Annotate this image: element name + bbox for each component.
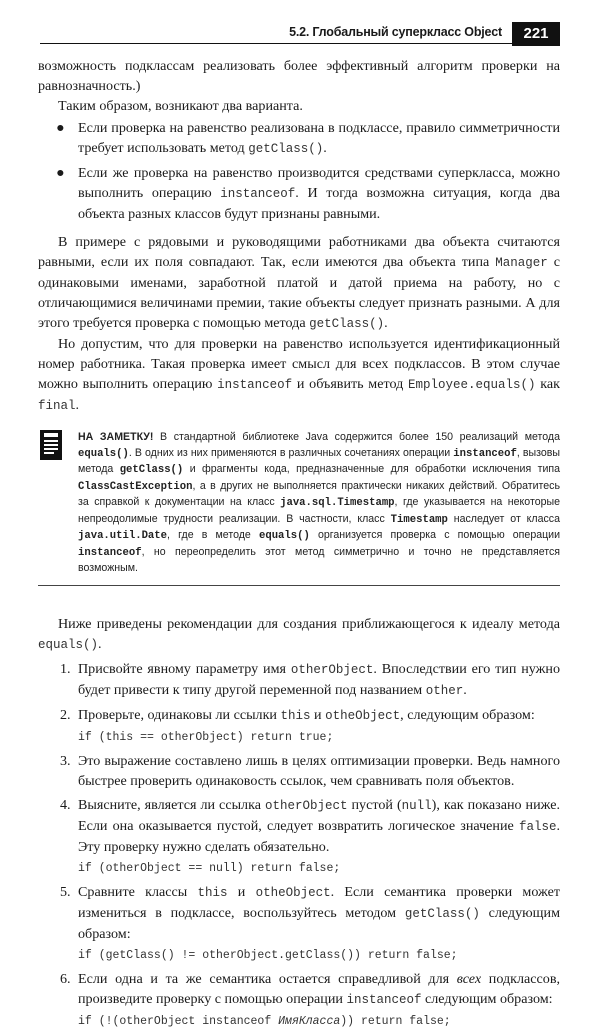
note-box (38, 426, 560, 586)
bullet-dot-icon: ● (56, 165, 65, 181)
code-snippet: if (!(otherObject instanceof ИмяКласса)) return false; (78, 1014, 451, 1028)
assume-paragraph: Но допустим, что для проверки на равенство используется идентификационный номер работника. Такая проверка имеет смысл для всех подклассов. В этом случае можно выполнить операцию instanceof и объявить метод Employee.equals() как final. (38, 336, 560, 413)
bullet-dot-icon: ● (56, 120, 65, 136)
steps-list (38, 659, 560, 1031)
running-header (40, 24, 560, 46)
code-snippet: if (getClass() != otherObject.getClass()) return false; (78, 948, 458, 962)
bullet-list (38, 118, 560, 224)
code-snippet: if (otherObject == null) return false; (78, 861, 341, 875)
note-icon (40, 430, 62, 460)
bullet-item: ● Если проверка на равенство реализована в подклассе, правило симметричности требует использовать метод getClass(). (56, 120, 560, 156)
bullet-item: ● Если же проверка на равенство производится средствами суперкласса, можно выполнить операцию instanceof. И тогда возможна ситуация, когда два объекта разных классов будут признаны равными. (56, 165, 560, 222)
example-paragraph: В примере с рядовыми и руководящими работниками два объекта считаются равными, если их поля совпадают. Так, если имеются два объекта типа Manager с одинаковыми именами, заработной платой и датой приема на работу, но с отличающимися величинами премии, такие объекты следует признать разными. А для этого требуется проверка с помощью метода getClass(). (38, 234, 560, 331)
recommendations-paragraph: Ниже приведены рекомендации для создания приближающегося к идеалу метода equals(). (38, 615, 560, 652)
page-body (38, 56, 560, 1035)
step-item: 6. Если одна и та же семантика остается справедливой для всех подклассов, произведите проверку с помощью операции instanceof следующим образом: if (!(otherObject instanceof ИмяКласса)) return false; (38, 969, 560, 1031)
section-title: 5.2. Глобальный суперкласс Object (289, 25, 502, 39)
page-number: 221 (512, 22, 560, 46)
step-item: 4. Выясните, является ли ссылка otherObject пустой (null), как показано ниже. Если она оказывается пустой, следует возвратить логическое значение false. Эту проверку нужно сделать обязательно. if (otherObject == null) return false; (38, 795, 560, 878)
step-item: 5. Сравните классы this и otheObject. Если семантика проверки может измениться в подклассе, воспользуйтесь методом getClass() следующим образом: if (getClass() != otherObject.getClass()) return false; (38, 882, 560, 965)
note-label: НА ЗАМЕТКУ! (78, 431, 154, 443)
two-cases-paragraph: Таким образом, возникают два варианта. (58, 98, 303, 114)
header-rule (40, 43, 560, 44)
note-text: НА ЗАМЕТКУ! В стандартной библиотеке Java содержится более 150 реализаций метода equals(). В одних из них применяются в различных сочетаниях операции instanceof, вызовы метода getClass() и фрагменты кода, предназначенные для обработки исключения типа ClassCastException, а в других не выполняется практически никаких действий. Обратитесь за справкой к документации на класс java.sql.Timestamp, где указывается на некоторые непреодолимые трудности реализации. В частности, класс Timestamp наследует от класса java.util.Date, где в методе equals() организуется проверка с помощью операции instanceof, но переопределить этот метод симметрично и точно не представляется возможным. (78, 431, 561, 574)
code-snippet: if (this == otherObject) return true; (78, 730, 334, 744)
step-item: 1. Присвойте явному параметру имя otherObject. Впоследствии его тип нужно будет привести к типу другой переменной под названием other. (60, 660, 560, 698)
step-item: 3. Это выражение составлено лишь в целях оптимизации проверки. Ведь намного быстрее проверить одинаковость ссылок, чем сравнивать поля объектов. (60, 752, 560, 789)
continued-paragraph: возможность подклассам реализовать более эффективный алгоритм проверки на равнозначность.) (38, 58, 560, 94)
step-item: 2. Проверьте, одинаковы ли ссылки this и otheObject, следующим образом: if (this == otherObject) return true; (38, 705, 560, 747)
